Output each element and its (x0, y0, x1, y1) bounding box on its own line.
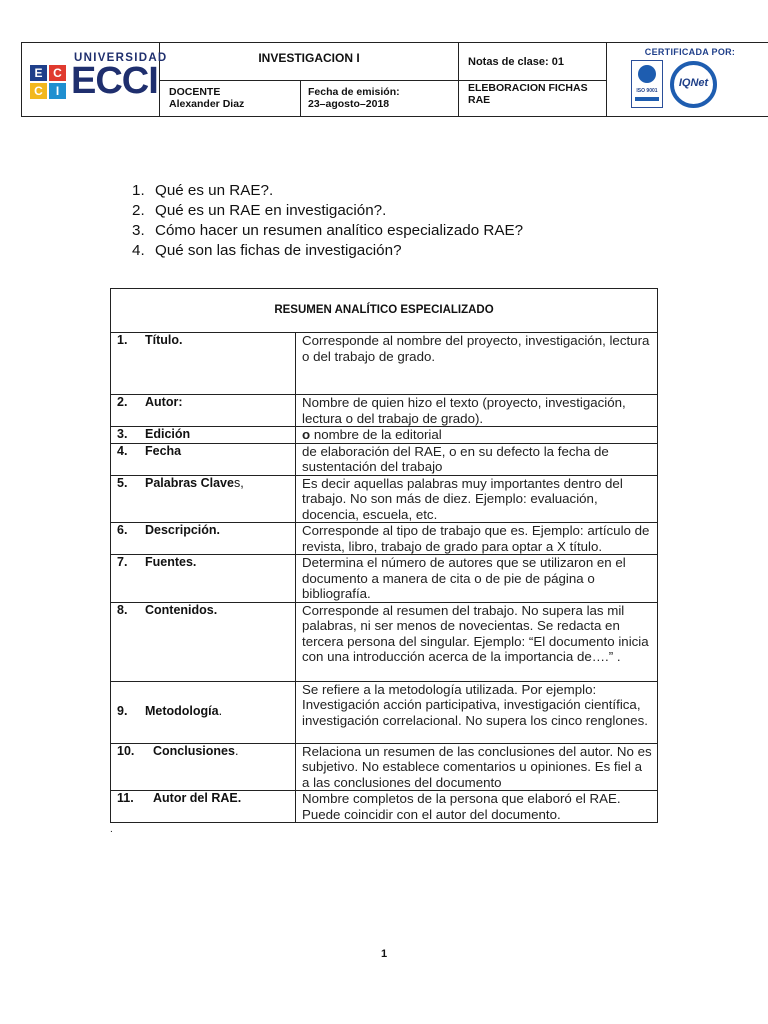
row-description: de elaboración del RAE, o en su defecto la fecha de sustentación del trabajo (296, 443, 658, 475)
row-description: Corresponde al resumen del trabajo. No supera las mil palabras, ni ser menos de novecientas. Se redacta en tercera persona del singular. Ejemplo: “El documento inicia con una introducción acerca de la importancia de….” . (296, 602, 658, 681)
icontec-bar (635, 97, 659, 101)
row-number: 6. (117, 523, 128, 537)
question-text: Qué son las fichas de investigación? (155, 242, 402, 259)
row-label (111, 427, 296, 444)
table-row (111, 555, 658, 603)
elaboracion-title: ELEBORACION FICHAS RAE (468, 82, 588, 106)
table-row (111, 395, 658, 427)
row-label-text: Descripción. (145, 523, 221, 537)
row-description: Relaciona un resumen de las conclusiones del autor. No es subjetivo. No establece comentarios u opiniones. Es fiel a a las conclusiones del documento (296, 743, 658, 791)
row-label-suffix: . (234, 743, 239, 758)
rae-table (110, 288, 658, 823)
fecha-label: Fecha de emisión: (308, 86, 400, 98)
row-label-text: Fecha (145, 443, 182, 458)
table-row (111, 791, 658, 823)
row-label-text: Palabras Clave (145, 475, 234, 490)
certification-logos (607, 43, 768, 116)
logo-university-text: UNIVERSIDAD (74, 52, 168, 64)
class-notes-number: Notas de clase: 01 (468, 56, 564, 68)
docente-label: DOCENTE (169, 86, 221, 98)
fecha-block (301, 81, 458, 117)
docente-block (160, 81, 300, 117)
row-description: Corresponde al tipo de trabajo que es. Ejemplo: artículo de revista, libro, trabajo de grado para optar a X título. (296, 523, 658, 555)
row-label-text: Autor: (145, 395, 183, 409)
logo-block-c1: C (49, 65, 66, 81)
table-row (111, 333, 658, 395)
iqnet-text: IQNet (678, 77, 709, 89)
list-item (132, 221, 523, 241)
row-label (111, 333, 296, 395)
row-number: 11. (117, 791, 134, 805)
row-label (111, 743, 296, 791)
logo-blocks (30, 65, 68, 101)
table-row (111, 475, 658, 523)
row-number: 7. (117, 555, 128, 569)
iso-badge-text: ISO 9001 (636, 88, 658, 94)
row-label (111, 681, 296, 743)
cert-title: CERTIFICADA POR: (644, 47, 736, 57)
row-label-text: Metodología (145, 704, 219, 719)
icontec-cert-icon (631, 60, 663, 108)
row-label (111, 555, 296, 603)
row-label-text: Autor del RAE. (153, 791, 242, 805)
row-number: 4. (117, 443, 128, 458)
course-title: INVESTIGACION I (258, 51, 360, 65)
row-description-bold: o (302, 427, 311, 442)
row-label (111, 602, 296, 681)
row-description: Se refiere a la metodología utilizada. Por ejemplo: Investigación acción participativa, investigación científica, investigación correlacional. No supera los cinco renglones. (296, 681, 658, 743)
table-row (111, 681, 658, 743)
row-number: 9. (117, 704, 128, 719)
question-text: Cómo hacer un resumen analítico especializado RAE? (155, 222, 524, 239)
question-list (132, 181, 523, 261)
row-label (111, 443, 296, 475)
row-label-suffix: s, (233, 475, 244, 490)
list-item (132, 181, 523, 201)
row-label (111, 523, 296, 555)
row-number: 1. (117, 333, 128, 347)
table-header-row (111, 289, 658, 333)
row-number: 5. (117, 475, 128, 490)
table-row (111, 743, 658, 791)
row-label-suffix: . (218, 704, 223, 719)
icontec-circle-icon (638, 65, 656, 83)
docente-name: Alexander Diaz (169, 98, 245, 110)
row-number: 8. (117, 602, 128, 617)
iqnet-cert-icon (670, 61, 717, 108)
page-number: 1 (380, 948, 388, 960)
row-label-text: Contenidos. (145, 602, 218, 617)
row-label (111, 791, 296, 823)
row-description: Nombre de quien hizo el texto (proyecto, investigación, lectura o del trabajo de grado). (296, 395, 658, 427)
row-label-text: Fuentes. (145, 555, 197, 569)
logo-block-i: I (49, 83, 66, 99)
logo-block-c2: C (30, 83, 47, 99)
row-description: Nombre completos de la persona que elaboró el RAE. Puede coincidir con el autor del documento. (296, 791, 658, 823)
row-description: Corresponde al nombre del proyecto, investigación, lectura o del trabajo de grado. (296, 333, 658, 395)
question-text: Qué es un RAE?. (155, 182, 274, 199)
row-label (111, 395, 296, 427)
row-number: 2. (117, 395, 128, 409)
document-header (21, 42, 768, 117)
fecha-value: 23–agosto–2018 (308, 98, 390, 110)
row-description-text: nombre de la editorial (310, 427, 442, 442)
row-description (296, 427, 658, 444)
row-description: Es decir aquellas palabras muy importantes dentro del trabajo. No son más de diez. Ejemplo: evaluación, docencia, escuela, etc. (296, 475, 658, 523)
row-description: Determina el número de autores que se utilizaron en el documento a manera de cita o de pie de página o bibliografía. (296, 555, 658, 603)
table-row (111, 427, 658, 444)
row-number: 10. (117, 743, 135, 758)
table-row (111, 602, 658, 681)
question-number: 4. (132, 242, 145, 259)
table-row (111, 443, 658, 475)
question-text: Qué es un RAE en investigación?. (155, 202, 387, 219)
row-number: 3. (117, 427, 128, 441)
list-item (132, 201, 523, 221)
row-label-text: Edición (145, 427, 191, 441)
stray-dot: . (110, 824, 113, 835)
logo-block-e: E (30, 65, 47, 81)
row-label-text: Título. (145, 333, 183, 347)
question-number: 3. (132, 222, 145, 239)
university-logo (22, 43, 168, 116)
question-number: 1. (132, 182, 145, 199)
list-item (132, 241, 523, 261)
table-title: RESUMEN ANALÍTICO ESPECIALIZADO (111, 289, 658, 333)
question-number: 2. (132, 202, 145, 219)
logo-ecci-text: ECCI (71, 60, 158, 102)
row-label (111, 475, 296, 523)
row-label-text: Conclusiones (153, 743, 235, 758)
table-row (111, 523, 658, 555)
